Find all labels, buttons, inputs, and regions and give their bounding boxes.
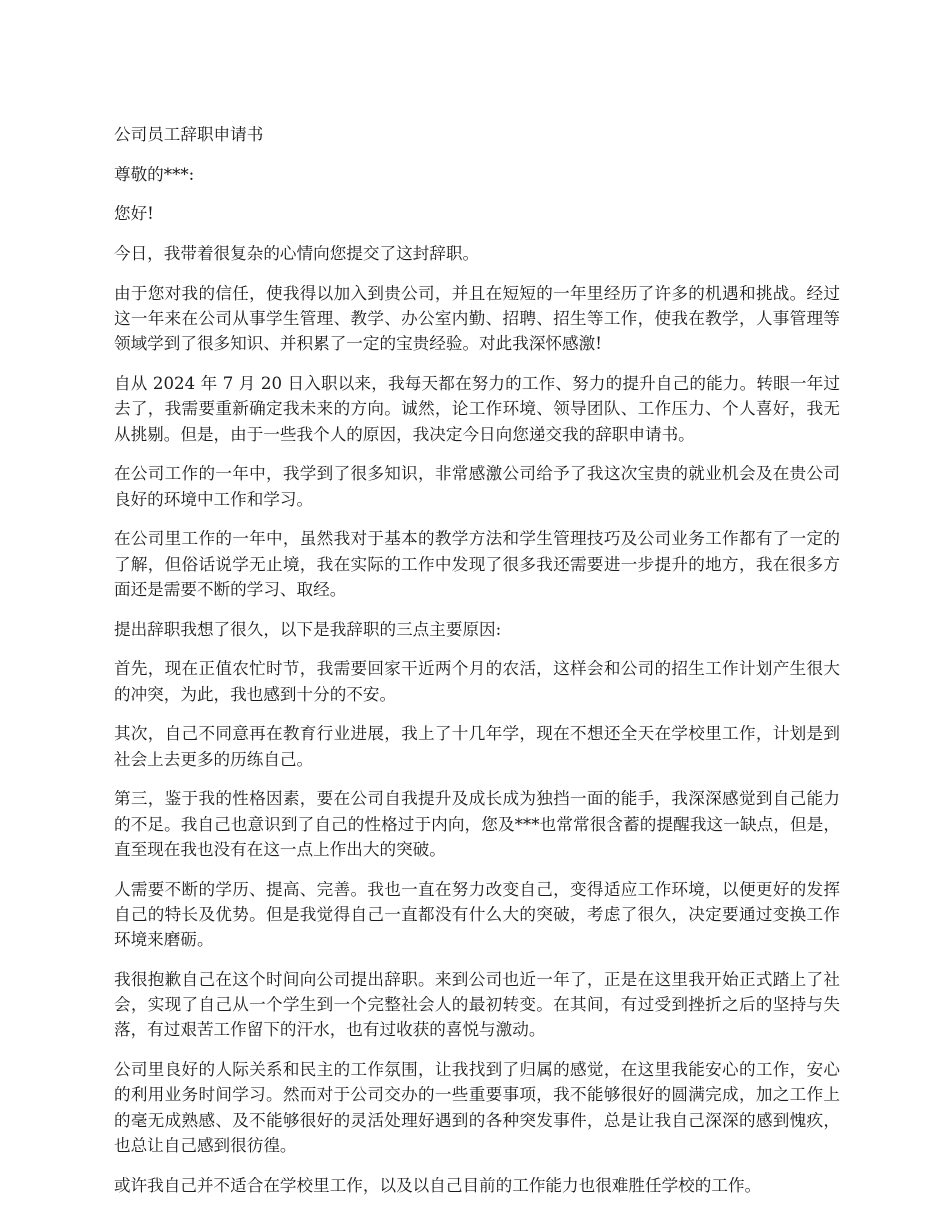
document-page: [114, 122, 840, 1212]
paragraph: 提出辞职我想了很久，以下是我辞职的三点主要原因:: [114, 619, 502, 639]
paragraph: 由于您对我的信任，使我得以加入到贵公司，并且在短短的一年里经历了许多的机遇和挑战。经过这一年来在公司从事学生管理、教学、办公室内勤、招聘、招生等工作，使我在教学，人事管理等领域学到了很多知识、并积累了一定的宝贵经验。对此我深怀感激!: [114, 283, 840, 354]
paragraph: 在公司工作的一年中，我学到了很多知识，非常感激公司给予了我这次宝贵的就业机会及在贵公司良好的环境中工作和学习。: [114, 464, 840, 509]
paragraph: 我很抱歉自己在这个时间向公司提出辞职。来到公司也近一年了，正是在这里我开始正式踏上了社会，实现了自己从一个学生到一个完整社会人的最初转变。在其间，有过受到挫折之后的坚持与失落，有过艰苦工作留下的汗水，也有过收获的喜悦与激动。: [114, 969, 840, 1040]
paragraph: 首先，现在正值农忙时节，我需要回家干近两个月的农活，这样会和公司的招生工作计划产生很大的冲突，为此，我也感到十分的不安。: [114, 659, 840, 704]
salutation: 尊敬的***:: [114, 164, 195, 184]
greeting: 您好!: [114, 204, 154, 224]
paragraph: 自从 2024 年 7 月 20 日入职以来，我每天都在努力的工作、努力的提升自己的能力。转眼一年过去了，我需要重新确定我未来的方向。诚然，论工作环境、领导团队、工作压力、个人喜好，我无从挑剔。但是，由于一些我个人的原因，我决定今日向您递交我的辞职申请书。: [114, 374, 840, 444]
paragraph: 今日，我带着很复杂的心情向您提交了这封辞职。: [114, 244, 480, 264]
paragraph: 在公司里工作的一年中，虽然我对于基本的教学方法和学生管理技巧及公司业务工作都有了一定的了解，但俗话说学无止境，我在实际的工作中发现了很多我还需要进一步提升的地方，我在很多方面还是需要不断的学习、取经。: [114, 529, 840, 599]
paragraph: 第三，鉴于我的性格因素，要在公司自我提升及成长成为独挡一面的能手，我深深感觉到自己能力的不足。我自己也意识到了自己的性格过于内向，您及***也常常很含蓄的提醒我这一缺点，但是，直至现在我也没有在这一点上作出大的突破。: [114, 789, 840, 859]
document-title: 公司员工辞职申请书: [114, 125, 264, 144]
paragraph: 或许我自己并不适合在学校里工作，以及以自己目前的工作能力也很难胜任学校的工作。: [114, 1175, 762, 1195]
paragraph: 公司里良好的人际关系和民主的工作氛围，让我找到了归属的感觉，在这里我能安心的工作，安心的利用业务时间学习。然而对于公司交办的一些重要事项，我不能够很好的圆满完成，加之工作上的毫无成熟感、及不能够很好的灵活处理好遇到的各种突发事件，总是让我自己深深的感到愧疚，也总让自己感到很彷徨。: [114, 1060, 840, 1155]
paragraph: 人需要不断的学历、提高、完善。我也一直在努力改变自己，变得适应工作环境，以便更好的发挥自己的特长及优势。但是我觉得自己一直都没有什么大的突破，考虑了很久，决定要通过变换工作环境来磨砺。: [114, 879, 840, 950]
paragraph: 其次，自己不同意再在教育行业进展，我上了十几年学，现在不想还全天在学校里工作，计划是到社会上去更多的历练自己。: [114, 724, 840, 769]
